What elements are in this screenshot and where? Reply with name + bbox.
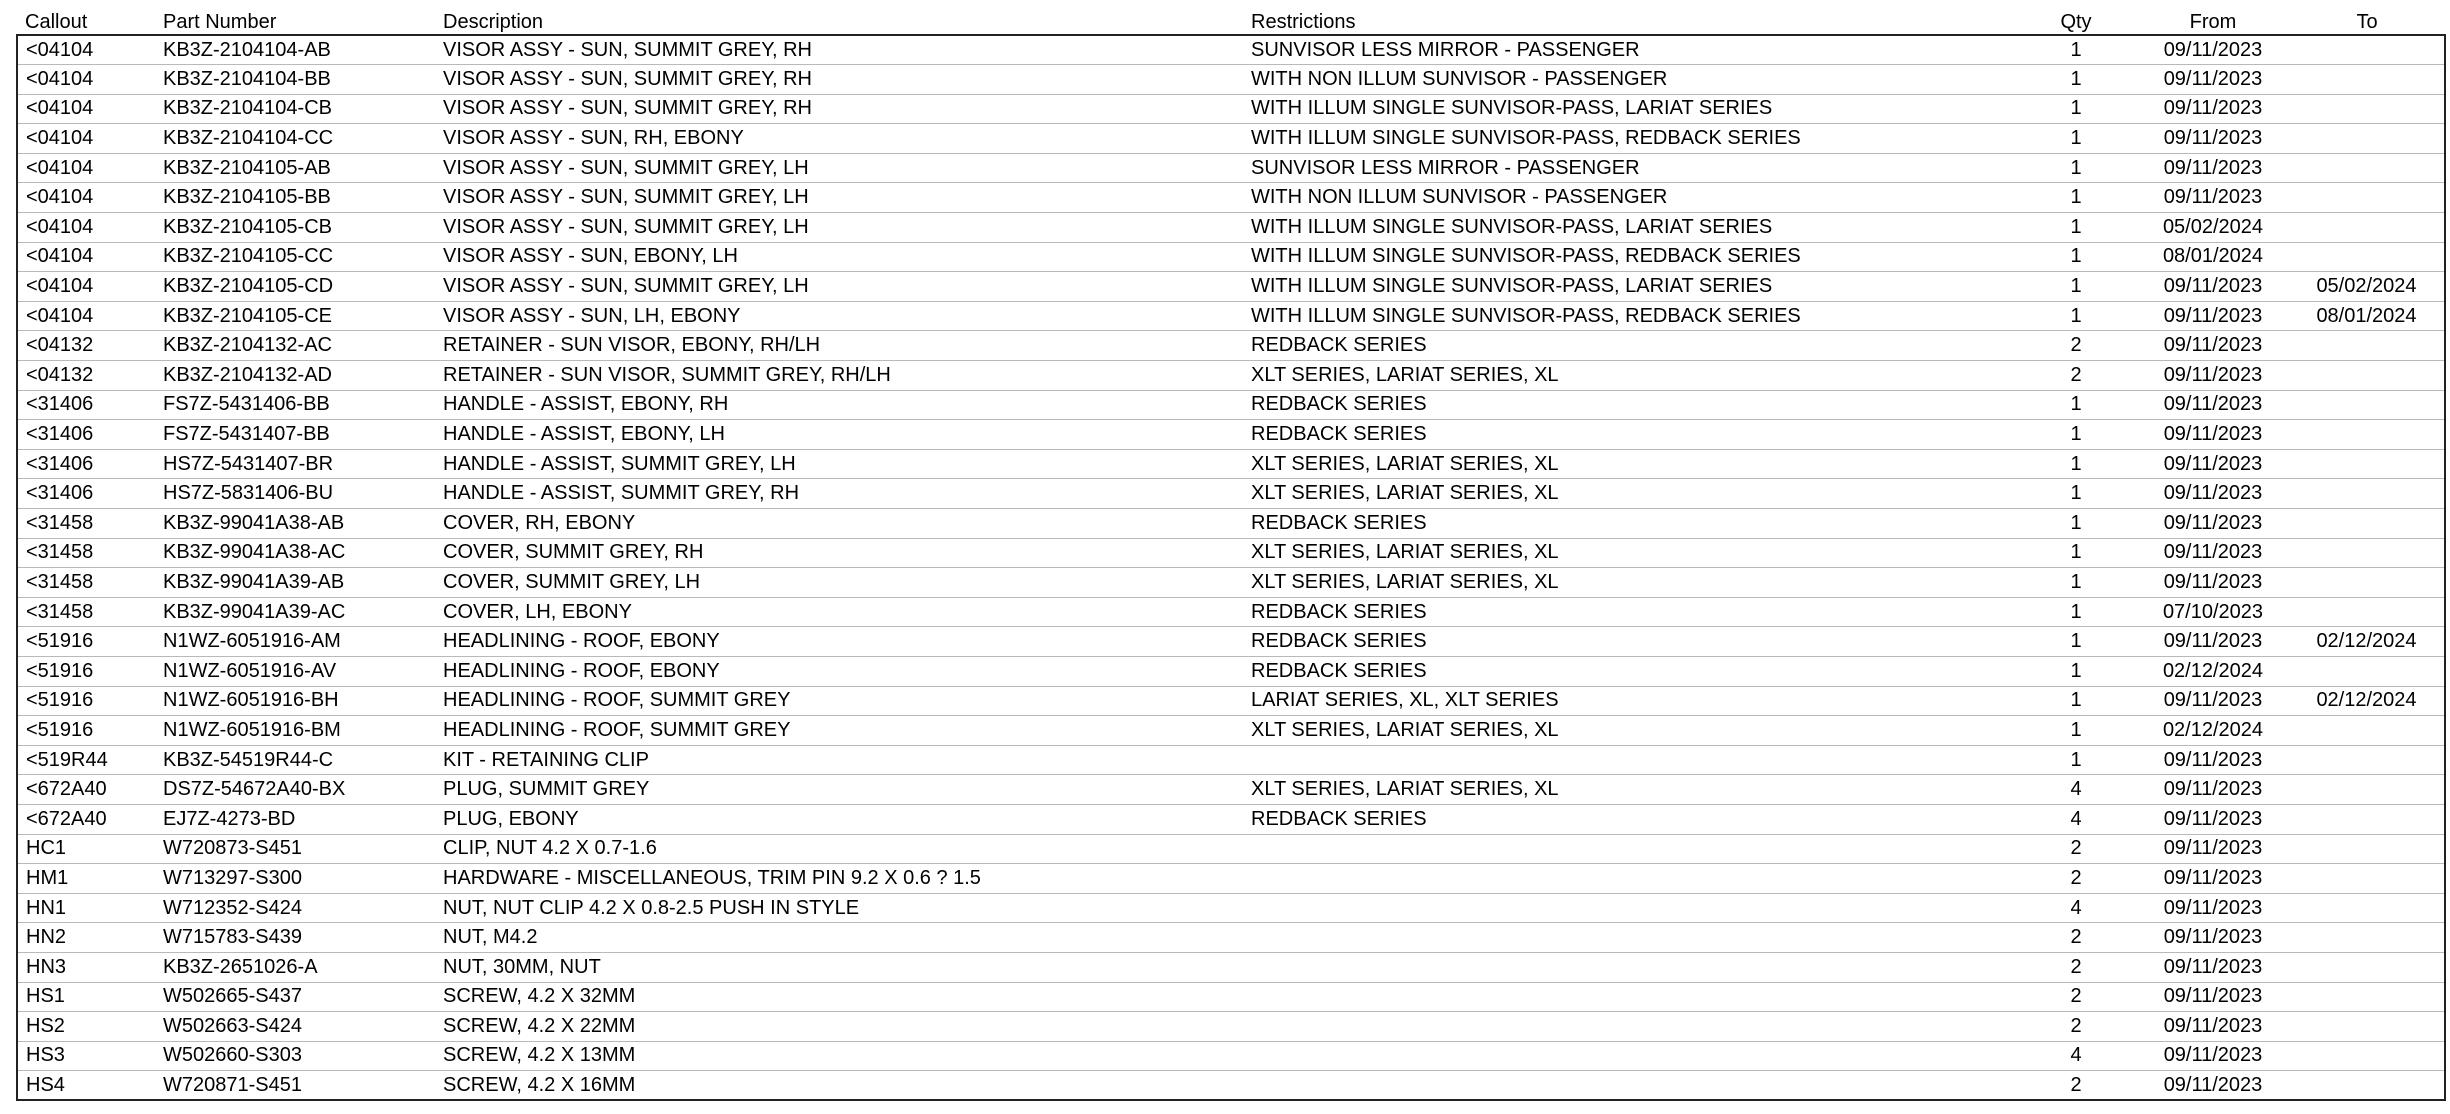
table-body xyxy=(17,35,2445,1100)
cell-from: 09/11/2023 xyxy=(2163,807,2263,830)
table-row xyxy=(17,982,2445,1012)
cell-to: 05/02/2024 xyxy=(2289,272,2445,302)
table-row xyxy=(17,893,2445,923)
cell-callout: HC1 xyxy=(17,834,155,864)
cell-description: SCREW, 4.2 X 16MM xyxy=(443,1073,636,1096)
cell-callout: <31458 xyxy=(17,509,155,539)
cell-restrictions xyxy=(1243,745,2015,775)
table-row xyxy=(17,153,2445,183)
cell-qty: 1 xyxy=(2070,689,2082,712)
cell-from: 09/11/2023 xyxy=(2163,926,2263,949)
cell-to xyxy=(2289,568,2445,598)
cell-callout: <31458 xyxy=(17,568,155,598)
cell-part-number: W502660-S303 xyxy=(163,1044,302,1067)
cell-to: 02/12/2024 xyxy=(2289,686,2445,716)
cell-qty: 2 xyxy=(2070,866,2082,889)
cell-callout: <51916 xyxy=(17,656,155,686)
cell-callout: HN1 xyxy=(17,893,155,923)
table-row xyxy=(17,716,2445,746)
table-row xyxy=(17,686,2445,716)
cell-part-number: KB3Z-54519R44-C xyxy=(163,748,334,771)
cell-part-number: N1WZ-6051916-AV xyxy=(163,659,337,682)
cell-to xyxy=(2289,509,2445,539)
cell-restrictions xyxy=(1243,893,2015,923)
cell-description: VISOR ASSY - SUN, SUMMIT GREY, RH xyxy=(443,97,812,120)
cell-to xyxy=(2289,656,2445,686)
cell-callout: <04104 xyxy=(17,35,155,65)
cell-to xyxy=(2289,65,2445,95)
cell-from: 09/11/2023 xyxy=(2163,275,2263,298)
cell-callout: <04104 xyxy=(17,272,155,302)
cell-qty: 1 xyxy=(2070,156,2082,179)
cell-description: SCREW, 4.2 X 32MM xyxy=(443,985,636,1008)
cell-from: 09/11/2023 xyxy=(2163,423,2263,446)
cell-callout: <04104 xyxy=(17,94,155,124)
table-row xyxy=(17,301,2445,331)
cell-part-number: N1WZ-6051916-AM xyxy=(163,630,341,653)
cell-from: 09/11/2023 xyxy=(2163,452,2263,475)
table-row xyxy=(17,183,2445,213)
cell-description: HEADLINING - ROOF, SUMMIT GREY xyxy=(443,718,791,741)
table-row xyxy=(17,272,2445,302)
cell-description: NUT, M4.2 xyxy=(443,926,538,949)
cell-part-number: DS7Z-54672A40-BX xyxy=(163,778,346,801)
cell-description: SCREW, 4.2 X 22MM xyxy=(443,1014,636,1037)
cell-description: PLUG, EBONY xyxy=(443,807,579,830)
cell-part-number: N1WZ-6051916-BH xyxy=(163,689,339,712)
cell-description: NUT, NUT CLIP 4.2 X 0.8-2.5 PUSH IN STYLE xyxy=(443,896,860,919)
table-row xyxy=(17,35,2445,65)
cell-part-number: KB3Z-99041A39-AC xyxy=(163,600,346,623)
cell-part-number: KB3Z-2104132-AC xyxy=(163,334,332,357)
cell-part-number: KB3Z-2104105-AB xyxy=(163,156,331,179)
cell-part-number: KB3Z-2104104-AB xyxy=(163,38,331,61)
cell-qty: 2 xyxy=(2070,926,2082,949)
cell-description: HARDWARE - MISCELLANEOUS, TRIM PIN 9.2 X 0.6 ? 1.5 xyxy=(443,866,981,889)
cell-from: 09/11/2023 xyxy=(2163,689,2263,712)
cell-from: 09/11/2023 xyxy=(2163,1073,2263,1096)
cell-from: 02/12/2024 xyxy=(2162,718,2264,741)
cell-to xyxy=(2289,449,2445,479)
cell-from: 09/11/2023 xyxy=(2163,38,2263,61)
cell-to xyxy=(2289,716,2445,746)
cell-restrictions: XLT SERIES, LARIAT SERIES, XL xyxy=(1251,778,1559,801)
cell-description: COVER, SUMMIT GREY, LH xyxy=(443,570,701,593)
cell-restrictions: REDBACK SERIES xyxy=(1251,334,1427,357)
cell-to xyxy=(2289,242,2445,272)
cell-callout: <04132 xyxy=(17,361,155,391)
cell-restrictions: LARIAT SERIES, XL, XLT SERIES xyxy=(1251,689,1559,712)
cell-restrictions xyxy=(1243,923,2015,953)
cell-qty: 1 xyxy=(2070,215,2082,238)
cell-qty: 2 xyxy=(2070,1014,2082,1037)
cell-to xyxy=(2289,213,2445,243)
cell-restrictions: REDBACK SERIES xyxy=(1251,600,1427,623)
cell-from: 09/11/2023 xyxy=(2163,334,2263,357)
header-callout: Callout xyxy=(25,11,88,33)
cell-qty: 1 xyxy=(2070,511,2082,534)
cell-from: 09/11/2023 xyxy=(2163,482,2263,505)
table-row xyxy=(17,331,2445,361)
table-row xyxy=(17,94,2445,124)
cell-restrictions: WITH ILLUM SINGLE SUNVISOR-PASS, LARIAT SERIES xyxy=(1251,97,1773,120)
cell-callout: HS2 xyxy=(17,1012,155,1042)
cell-to xyxy=(2289,597,2445,627)
cell-to xyxy=(2289,420,2445,450)
cell-callout: HN2 xyxy=(17,923,155,953)
cell-from: 09/11/2023 xyxy=(2163,304,2263,327)
cell-description: HANDLE - ASSIST, SUMMIT GREY, LH xyxy=(443,452,796,475)
cell-description: RETAINER - SUN VISOR, SUMMIT GREY, RH/LH xyxy=(443,363,891,386)
cell-to xyxy=(2289,864,2445,894)
cell-description: CLIP, NUT 4.2 X 0.7-1.6 xyxy=(443,837,657,860)
cell-description: VISOR ASSY - SUN, SUMMIT GREY, RH xyxy=(443,67,812,90)
cell-callout: <51916 xyxy=(17,716,155,746)
cell-callout: <31406 xyxy=(17,479,155,509)
cell-from: 09/11/2023 xyxy=(2163,630,2263,653)
header-from: From xyxy=(2189,11,2237,33)
cell-to xyxy=(2289,331,2445,361)
cell-restrictions: REDBACK SERIES xyxy=(1251,807,1427,830)
cell-restrictions: SUNVISOR LESS MIRROR - PASSENGER xyxy=(1251,156,1640,179)
cell-part-number: KB3Z-99041A38-AB xyxy=(163,511,345,534)
cell-qty: 2 xyxy=(2070,1073,2082,1096)
cell-callout: <04104 xyxy=(17,183,155,213)
cell-to xyxy=(2289,1041,2445,1071)
parts-table xyxy=(16,8,2446,1101)
cell-from: 09/11/2023 xyxy=(2163,778,2263,801)
cell-from: 09/11/2023 xyxy=(2163,985,2263,1008)
cell-part-number: W712352-S424 xyxy=(163,896,302,919)
cell-qty: 1 xyxy=(2070,127,2082,150)
table-row xyxy=(17,361,2445,391)
cell-qty: 2 xyxy=(2070,985,2082,1008)
cell-from: 09/11/2023 xyxy=(2163,896,2263,919)
cell-qty: 2 xyxy=(2070,955,2082,978)
cell-callout: <519R44 xyxy=(17,745,155,775)
cell-description: HEADLINING - ROOF, EBONY xyxy=(443,659,720,682)
cell-restrictions: XLT SERIES, LARIAT SERIES, XL xyxy=(1251,363,1559,386)
cell-qty: 1 xyxy=(2070,38,2082,61)
cell-part-number: HS7Z-5831406-BU xyxy=(163,482,334,505)
cell-to xyxy=(2289,804,2445,834)
cell-restrictions: REDBACK SERIES xyxy=(1251,393,1427,416)
cell-part-number: KB3Z-2104105-BB xyxy=(163,186,331,209)
cell-qty: 1 xyxy=(2070,275,2082,298)
cell-restrictions: WITH ILLUM SINGLE SUNVISOR-PASS, LARIAT SERIES xyxy=(1251,215,1773,238)
cell-to xyxy=(2289,183,2445,213)
cell-part-number: KB3Z-2104105-CD xyxy=(163,275,334,298)
cell-restrictions: WITH NON ILLUM SUNVISOR - PASSENGER xyxy=(1251,186,1668,209)
cell-part-number: FS7Z-5431407-BB xyxy=(163,423,330,446)
cell-to xyxy=(2289,893,2445,923)
cell-to xyxy=(2289,1012,2445,1042)
cell-restrictions: XLT SERIES, LARIAT SERIES, XL xyxy=(1251,541,1559,564)
cell-qty: 4 xyxy=(2070,807,2082,830)
header-to: To xyxy=(2356,11,2378,33)
cell-restrictions xyxy=(1243,1041,2015,1071)
cell-description: KIT - RETAINING CLIP xyxy=(443,748,649,771)
cell-from: 09/11/2023 xyxy=(2163,97,2263,120)
cell-part-number: KB3Z-2651026-A xyxy=(163,955,318,978)
cell-description: VISOR ASSY - SUN, EBONY, LH xyxy=(443,245,738,268)
table-row xyxy=(17,1071,2445,1101)
cell-callout: <04104 xyxy=(17,65,155,95)
cell-from: 09/11/2023 xyxy=(2163,1014,2263,1037)
cell-from: 09/11/2023 xyxy=(2163,541,2263,564)
table-row xyxy=(17,923,2445,953)
table-row xyxy=(17,952,2445,982)
cell-from: 07/10/2023 xyxy=(2162,600,2264,623)
cell-description: VISOR ASSY - SUN, SUMMIT GREY, LH xyxy=(443,275,809,298)
cell-restrictions: SUNVISOR LESS MIRROR - PASSENGER xyxy=(1251,38,1640,61)
table-row xyxy=(17,390,2445,420)
cell-description: PLUG, SUMMIT GREY xyxy=(443,778,650,801)
cell-description: VISOR ASSY - SUN, SUMMIT GREY, RH xyxy=(443,38,812,61)
cell-from: 02/12/2024 xyxy=(2162,659,2264,682)
table-row xyxy=(17,1012,2445,1042)
cell-qty: 1 xyxy=(2070,718,2082,741)
cell-to xyxy=(2289,390,2445,420)
cell-to xyxy=(2289,94,2445,124)
cell-restrictions: XLT SERIES, LARIAT SERIES, XL xyxy=(1251,570,1559,593)
cell-callout: HS1 xyxy=(17,982,155,1012)
cell-callout: <04104 xyxy=(17,242,155,272)
cell-restrictions xyxy=(1243,952,2015,982)
table-row xyxy=(17,804,2445,834)
cell-part-number: EJ7Z-4273-BD xyxy=(163,807,296,830)
cell-restrictions: WITH ILLUM SINGLE SUNVISOR-PASS, REDBACK SERIES xyxy=(1251,245,1801,268)
cell-restrictions: REDBACK SERIES xyxy=(1251,423,1427,446)
header-row xyxy=(17,8,2445,35)
cell-part-number: HS7Z-5431407-BR xyxy=(163,452,334,475)
cell-qty: 1 xyxy=(2070,97,2082,120)
cell-qty: 1 xyxy=(2070,423,2082,446)
header-restrictions: Restrictions xyxy=(1251,11,1356,33)
cell-part-number: N1WZ-6051916-BM xyxy=(163,718,341,741)
table-row xyxy=(17,65,2445,95)
cell-description: VISOR ASSY - SUN, LH, EBONY xyxy=(443,304,741,327)
table-row xyxy=(17,1041,2445,1071)
cell-to: 02/12/2024 xyxy=(2289,627,2445,657)
cell-qty: 4 xyxy=(2070,778,2082,801)
cell-qty: 4 xyxy=(2070,1044,2082,1067)
cell-from: 09/11/2023 xyxy=(2163,866,2263,889)
cell-from: 05/02/2024 xyxy=(2162,215,2264,238)
cell-description: HANDLE - ASSIST, EBONY, LH xyxy=(443,423,725,446)
cell-qty: 1 xyxy=(2070,600,2082,623)
cell-callout: <51916 xyxy=(17,627,155,657)
cell-from: 09/11/2023 xyxy=(2163,1044,2263,1067)
cell-restrictions: WITH ILLUM SINGLE SUNVISOR-PASS, REDBACK SERIES xyxy=(1251,127,1801,150)
cell-from: 09/11/2023 xyxy=(2163,511,2263,534)
cell-description: RETAINER - SUN VISOR, EBONY, RH/LH xyxy=(443,334,821,357)
cell-part-number: KB3Z-2104132-AD xyxy=(163,363,332,386)
cell-description: HEADLINING - ROOF, SUMMIT GREY xyxy=(443,689,791,712)
cell-callout: HS4 xyxy=(17,1071,155,1101)
cell-callout: <31458 xyxy=(17,538,155,568)
cell-restrictions xyxy=(1243,982,2015,1012)
cell-qty: 1 xyxy=(2070,304,2082,327)
cell-to xyxy=(2289,745,2445,775)
cell-to xyxy=(2289,153,2445,183)
cell-description: NUT, 30MM, NUT xyxy=(443,955,601,978)
table-row xyxy=(17,834,2445,864)
table-row xyxy=(17,656,2445,686)
table-row xyxy=(17,745,2445,775)
cell-part-number: KB3Z-2104104-BB xyxy=(163,67,331,90)
table-header xyxy=(17,8,2445,35)
header-part-number: Part Number xyxy=(163,11,277,33)
cell-qty: 1 xyxy=(2070,748,2082,771)
table-row xyxy=(17,479,2445,509)
cell-description: VISOR ASSY - SUN, SUMMIT GREY, LH xyxy=(443,156,809,179)
cell-part-number: KB3Z-99041A39-AB xyxy=(163,570,345,593)
table-row xyxy=(17,509,2445,539)
cell-from: 08/01/2024 xyxy=(2162,245,2264,268)
cell-description: COVER, RH, EBONY xyxy=(443,511,636,534)
cell-callout: <31406 xyxy=(17,390,155,420)
cell-qty: 1 xyxy=(2070,245,2082,268)
cell-qty: 1 xyxy=(2070,186,2082,209)
cell-part-number: W502665-S437 xyxy=(163,985,302,1008)
cell-part-number: W713297-S300 xyxy=(163,866,302,889)
header-qty: Qty xyxy=(2060,11,2092,33)
cell-part-number: W720873-S451 xyxy=(163,837,302,860)
cell-part-number: KB3Z-2104105-CC xyxy=(163,245,334,268)
cell-restrictions: XLT SERIES, LARIAT SERIES, XL xyxy=(1251,482,1559,505)
cell-part-number: KB3Z-2104105-CB xyxy=(163,215,332,238)
table-row xyxy=(17,568,2445,598)
cell-qty: 1 xyxy=(2070,541,2082,564)
table-row xyxy=(17,538,2445,568)
cell-restrictions: REDBACK SERIES xyxy=(1251,511,1427,534)
cell-from: 09/11/2023 xyxy=(2163,393,2263,416)
cell-from: 09/11/2023 xyxy=(2163,127,2263,150)
cell-callout: <04104 xyxy=(17,124,155,154)
cell-description: VISOR ASSY - SUN, RH, EBONY xyxy=(443,127,744,150)
cell-qty: 1 xyxy=(2070,570,2082,593)
cell-to: 08/01/2024 xyxy=(2289,301,2445,331)
cell-callout: <04104 xyxy=(17,153,155,183)
cell-restrictions xyxy=(1243,864,2015,894)
cell-to xyxy=(2289,1071,2445,1101)
cell-restrictions: WITH NON ILLUM SUNVISOR - PASSENGER xyxy=(1251,67,1668,90)
cell-qty: 2 xyxy=(2070,837,2082,860)
cell-callout: <51916 xyxy=(17,686,155,716)
cell-to xyxy=(2289,538,2445,568)
cell-callout: <04104 xyxy=(17,213,155,243)
table-row xyxy=(17,124,2445,154)
cell-qty: 1 xyxy=(2070,482,2082,505)
cell-callout: HS3 xyxy=(17,1041,155,1071)
cell-callout: <31458 xyxy=(17,597,155,627)
cell-callout: <04104 xyxy=(17,301,155,331)
cell-qty: 1 xyxy=(2070,393,2082,416)
cell-description: HANDLE - ASSIST, EBONY, RH xyxy=(443,393,729,416)
cell-part-number: KB3Z-2104104-CB xyxy=(163,97,332,120)
cell-restrictions xyxy=(1243,1012,2015,1042)
cell-description: HANDLE - ASSIST, SUMMIT GREY, RH xyxy=(443,482,800,505)
cell-from: 09/11/2023 xyxy=(2163,363,2263,386)
cell-description: COVER, LH, EBONY xyxy=(443,600,632,623)
cell-part-number: W715783-S439 xyxy=(163,926,302,949)
header-description: Description xyxy=(443,11,544,33)
cell-qty: 1 xyxy=(2070,630,2082,653)
table-row xyxy=(17,864,2445,894)
cell-description: COVER, SUMMIT GREY, RH xyxy=(443,541,704,564)
cell-qty: 1 xyxy=(2070,659,2082,682)
cell-from: 09/11/2023 xyxy=(2163,156,2263,179)
cell-restrictions: REDBACK SERIES xyxy=(1251,659,1427,682)
cell-restrictions xyxy=(1243,1071,2015,1101)
cell-to xyxy=(2289,124,2445,154)
cell-restrictions: REDBACK SERIES xyxy=(1251,630,1427,653)
cell-from: 09/11/2023 xyxy=(2163,186,2263,209)
cell-to xyxy=(2289,35,2445,65)
cell-description: HEADLINING - ROOF, EBONY xyxy=(443,630,720,653)
cell-qty: 2 xyxy=(2070,363,2082,386)
cell-to xyxy=(2289,952,2445,982)
cell-description: VISOR ASSY - SUN, SUMMIT GREY, LH xyxy=(443,186,809,209)
cell-qty: 2 xyxy=(2070,334,2082,357)
cell-description: VISOR ASSY - SUN, SUMMIT GREY, LH xyxy=(443,215,809,238)
cell-qty: 1 xyxy=(2070,452,2082,475)
table-row xyxy=(17,213,2445,243)
cell-callout: HM1 xyxy=(17,864,155,894)
cell-from: 09/11/2023 xyxy=(2163,67,2263,90)
cell-restrictions: WITH ILLUM SINGLE SUNVISOR-PASS, REDBACK SERIES xyxy=(1251,304,1801,327)
cell-from: 09/11/2023 xyxy=(2163,955,2263,978)
cell-qty: 1 xyxy=(2070,67,2082,90)
cell-qty: 4 xyxy=(2070,896,2082,919)
cell-callout: <672A40 xyxy=(17,775,155,805)
cell-part-number: KB3Z-2104105-CE xyxy=(163,304,332,327)
table-row xyxy=(17,597,2445,627)
cell-to xyxy=(2289,982,2445,1012)
cell-part-number: W720871-S451 xyxy=(163,1073,302,1096)
cell-to xyxy=(2289,361,2445,391)
cell-to xyxy=(2289,775,2445,805)
cell-restrictions xyxy=(1243,834,2015,864)
cell-callout: <31406 xyxy=(17,420,155,450)
cell-part-number: W502663-S424 xyxy=(163,1014,302,1037)
cell-from: 09/11/2023 xyxy=(2163,748,2263,771)
cell-from: 09/11/2023 xyxy=(2163,837,2263,860)
cell-part-number: FS7Z-5431406-BB xyxy=(163,393,330,416)
cell-restrictions: XLT SERIES, LARIAT SERIES, XL xyxy=(1251,452,1559,475)
cell-part-number: KB3Z-2104104-CC xyxy=(163,127,334,150)
table-row xyxy=(17,420,2445,450)
table-row xyxy=(17,242,2445,272)
cell-to xyxy=(2289,923,2445,953)
table-row xyxy=(17,627,2445,657)
cell-to xyxy=(2289,834,2445,864)
cell-description: SCREW, 4.2 X 13MM xyxy=(443,1044,636,1067)
cell-callout: HN3 xyxy=(17,952,155,982)
cell-restrictions: WITH ILLUM SINGLE SUNVISOR-PASS, LARIAT SERIES xyxy=(1251,275,1773,298)
cell-part-number: KB3Z-99041A38-AC xyxy=(163,541,346,564)
cell-callout: <672A40 xyxy=(17,804,155,834)
table-row xyxy=(17,775,2445,805)
cell-from: 09/11/2023 xyxy=(2163,570,2263,593)
cell-callout: <04132 xyxy=(17,331,155,361)
cell-callout: <31406 xyxy=(17,449,155,479)
table-row xyxy=(17,449,2445,479)
cell-restrictions: XLT SERIES, LARIAT SERIES, XL xyxy=(1251,718,1559,741)
cell-to xyxy=(2289,479,2445,509)
